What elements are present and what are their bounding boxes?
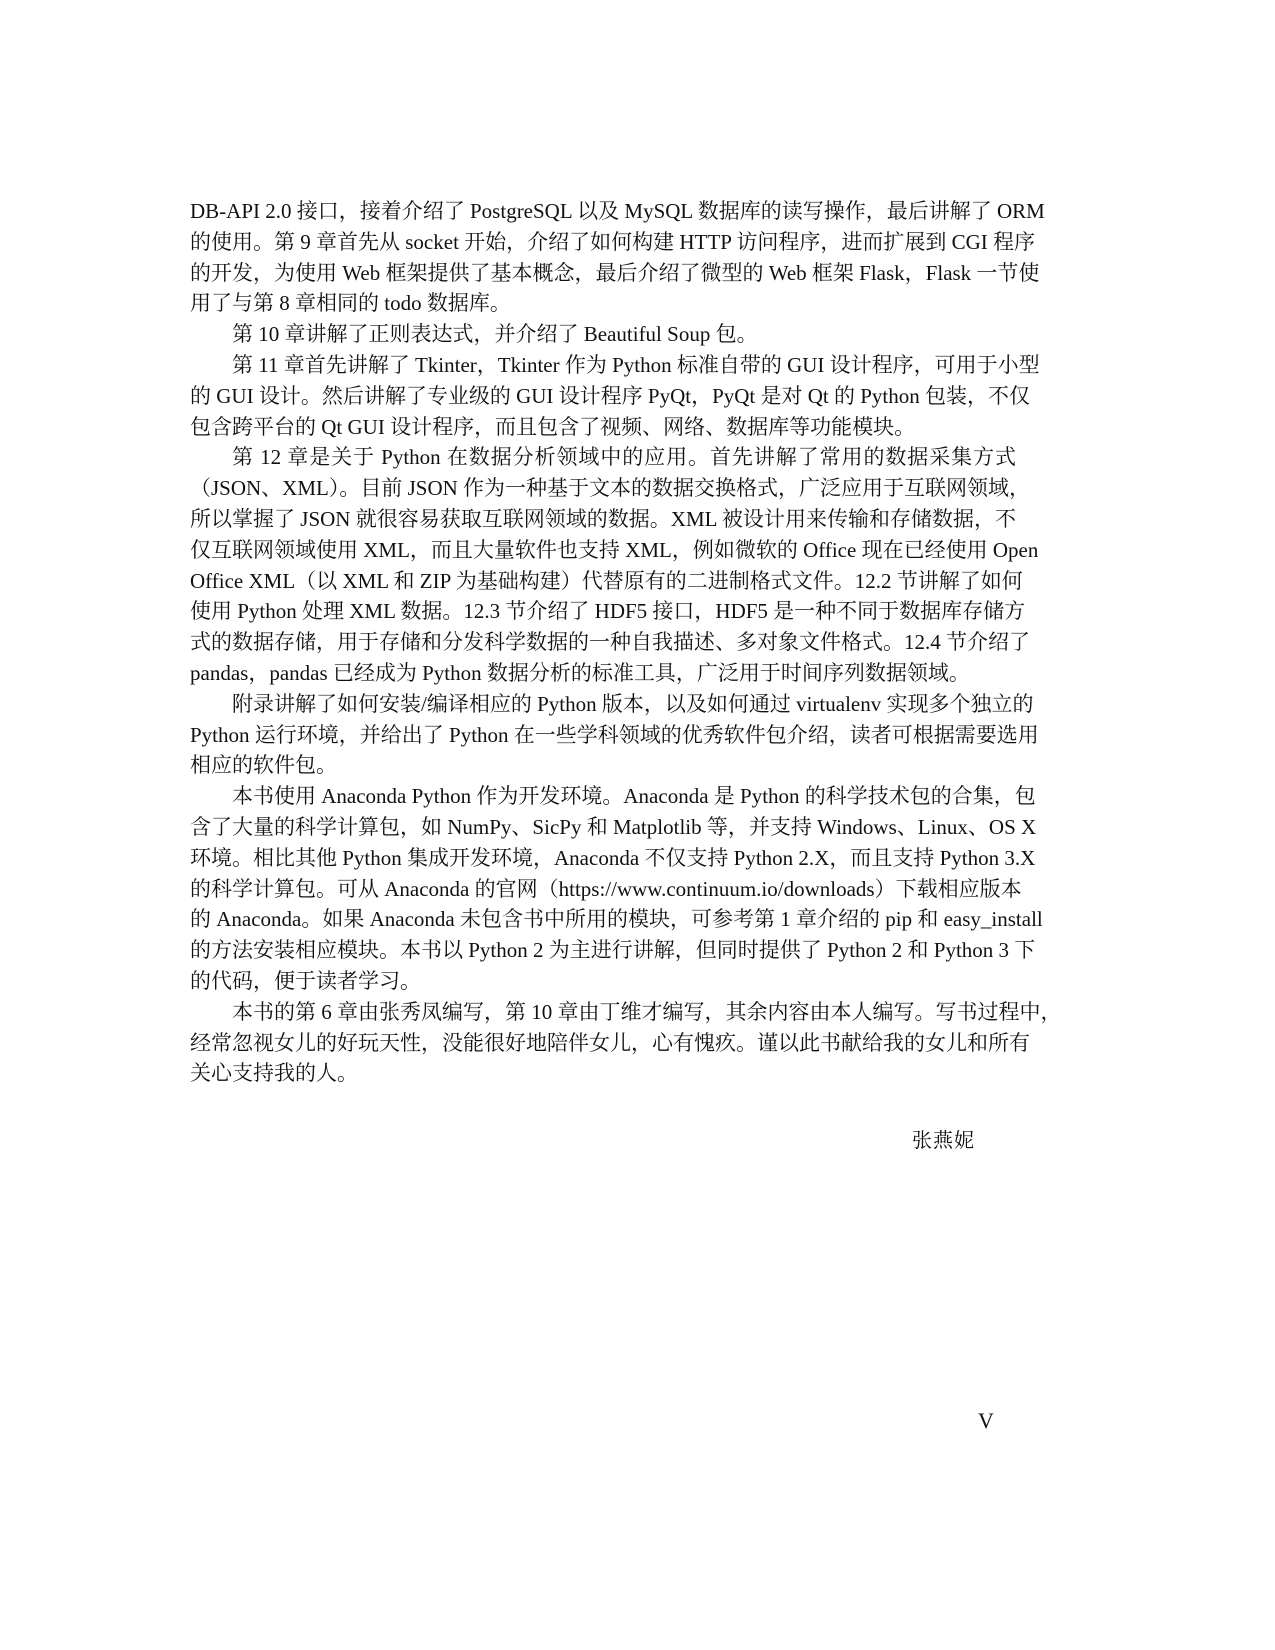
text-line: 的使用。第 9 章首先从 socket 开始，介绍了如何构建 HTTP 访问程序，进而扩展到 CGI 程序 [190, 229, 1036, 254]
author-signature: 张燕妮 [912, 1130, 975, 1152]
text-line: 附录讲解了如何安装/编译相应的 Python 版本，以及如何通过 virtualenv 实现多个独立的 [232, 691, 1034, 716]
paragraph [190, 781, 1043, 997]
text-line: 的代码，便于读者学习。 [190, 968, 421, 993]
text-line: 经常忽视女儿的好玩天性，没能很好地陪伴女儿，心有愧疚。谨以此书献给我的女儿和所有 [190, 1030, 1030, 1055]
paragraph [190, 350, 1040, 442]
text-line: （JSON、XML）。目前 JSON 作为一种基于文本的数据交换格式，广泛应用于互联网领域， [190, 476, 1031, 501]
text-line: 本书的第 6 章由张秀凤编写，第 10 章由丁维才编写，其余内容由本人编写。写书过程中， [232, 999, 1062, 1024]
text-line: 使用 Python 处理 XML 数据。12.3 节介绍了 HDF5 接口，HDF5 是一种不同于数据库存储方 [190, 599, 1026, 624]
text-line: 第 11 章首先讲解了 Tkinter，Tkinter 作为 Python 标准自带的 GUI 设计程序，可用于小型 [232, 352, 1040, 377]
paragraph [190, 196, 1045, 319]
text-line: 本书使用 Anaconda Python 作为开发环境。Anaconda 是 Python 的科学技术包的合集，包 [232, 784, 1036, 809]
text-line: 相应的软件包。 [190, 753, 337, 778]
text-line: 式的数据存储，用于存储和分发科学数据的一种自我描述、多对象文件格式。12.4 节介绍了 [190, 630, 1030, 655]
text-line: 的 Anaconda。如果 Anaconda 未包含书中所用的模块，可参考第 1 章介绍的 pip 和 easy_install [190, 907, 1043, 932]
paragraph [190, 442, 1039, 688]
paragraph [190, 689, 1039, 781]
text-line: pandas，pandas 已经成为 Python 数据分析的标准工具，广泛用于时间序列数据领域。 [190, 660, 970, 685]
text-line: 仅互联网领域使用 XML，而且大量软件也支持 XML，例如微软的 Office 现在已经使用 Open [190, 537, 1039, 562]
page-number: V [978, 1408, 994, 1433]
text-line: Python 运行环境，并给出了 Python 在一些学科领域的优秀软件包介绍，读者可根据需要选用 [190, 722, 1039, 747]
text-line: 所以掌握了 JSON 就很容易获取互联网领域的数据。XML 被设计用来传输和存储数据，不 [190, 506, 1016, 531]
paragraph [190, 319, 1016, 350]
text-line: 的科学计算包。可从 Anaconda 的官网（https://www.continuum.io/downloads）下载相应版本 [190, 876, 1022, 901]
preface-body [190, 196, 1062, 1089]
paragraph [190, 997, 1062, 1089]
text-line: 关心支持我的人。 [190, 1061, 358, 1086]
text-line: 第 10 章讲解了正则表达式，并介绍了 Beautiful Soup 包。 [232, 322, 758, 347]
text-line: 用了与第 8 章相同的 todo 数据库。 [190, 291, 511, 316]
text-line: 第 12 章是关于 Python 在数据分析领域中的应用。首先讲解了常用的数据采集方式 [232, 445, 1016, 470]
text-line: 含了大量的科学计算包，如 NumPy、SicPy 和 Matplotlib 等，并支持 Windows、Linux、OS X [190, 814, 1037, 839]
text-line: 包含跨平台的 Qt GUI 设计程序，而且包含了视频、网络、数据库等功能模块。 [190, 414, 916, 439]
text-line: 环境。相比其他 Python 集成开发环境，Anaconda 不仅支持 Python 2.X，而且支持 Python 3.X [190, 845, 1036, 870]
text-line: 的 GUI 设计。然后讲解了专业级的 GUI 设计程序 PyQt，PyQt 是对 Qt 的 Python 包装，不仅 [190, 383, 1031, 408]
text-line: DB-API 2.0 接口，接着介绍了 PostgreSQL 以及 MySQL 数据库的读写操作，最后讲解了 ORM [190, 199, 1045, 223]
text-line: Office XML（以 XML 和 ZIP 为基础构建）代替原有的二进制格式文件。12.2 节讲解了如何 [190, 568, 1023, 593]
text-line: 的方法安装相应模块。本书以 Python 2 为主进行讲解，但同时提供了 Python 2 和 Python 3 下 [190, 938, 1036, 963]
text-line: 的开发，为使用 Web 框架提供了基本概念，最后介绍了微型的 Web 框架 Flask，Flask 一节使 [190, 260, 1040, 285]
